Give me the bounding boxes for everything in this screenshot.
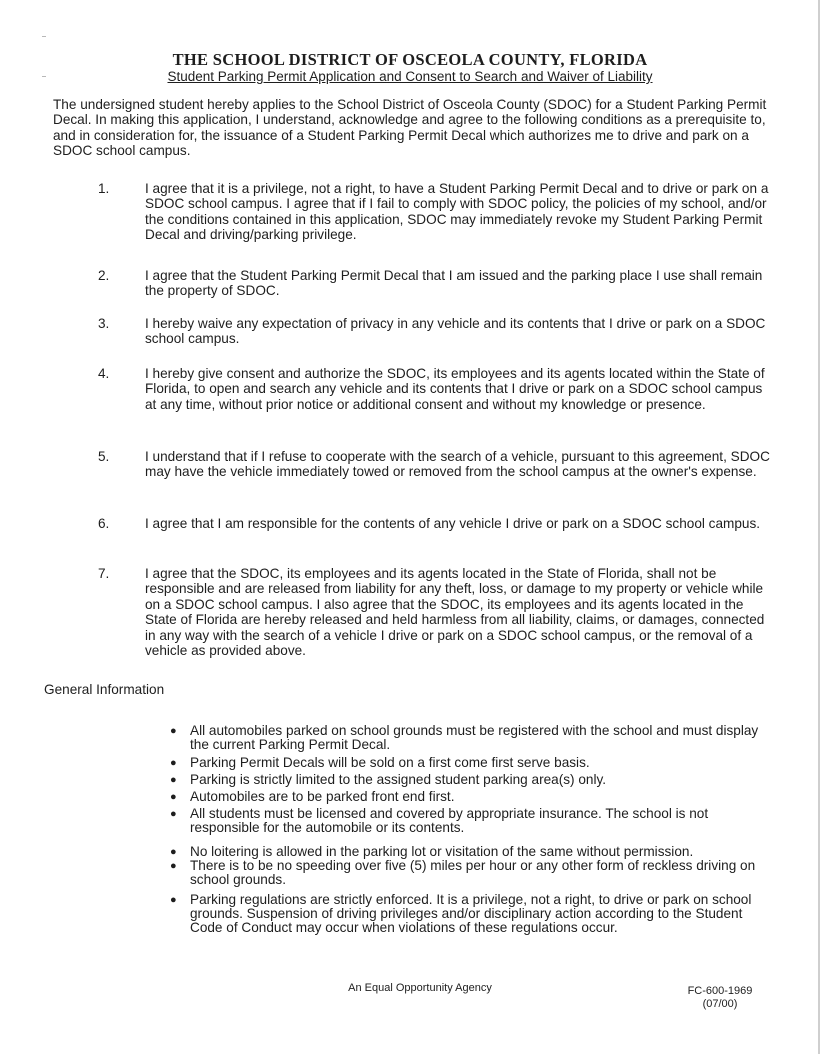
document-subtitle: Student Parking Permit Application and Consent to Search and Waiver of Liability bbox=[167, 69, 653, 84]
form-date: (07/00) bbox=[702, 998, 738, 1010]
general-information-heading: General Information bbox=[44, 682, 165, 697]
bullet-text: There is to be no speeding over five (5) miles per hour or any other form of reckless driving on school grounds. bbox=[190, 858, 756, 888]
item-text: I understand that if I refuse to cooperate with the search of a vehicle, pursuant to this agreement, SDOC may have the vehicle immediately towed or removed from the school campus at the owner's expense. bbox=[145, 449, 770, 480]
bullet-text: Parking is strictly limited to the assigned student parking area(s) only. bbox=[190, 772, 607, 787]
item-number: 2. bbox=[98, 268, 110, 283]
form-number: FC-600-1969 bbox=[687, 985, 753, 997]
scan-speck bbox=[42, 36, 46, 37]
intro-paragraph: The undersigned student hereby applies to the School District of Osceola County (SDOC) for a Student Parking Permit Decal. In making this application, I understand, acknowledge and agree to the following conditions as a prerequisite to, and in consideration for, the issuance of a Student Parking Permit Decal which authorizes me to drive and park on a SDOC school campus. bbox=[53, 97, 767, 158]
bullet-text: No loitering is allowed in the parking lot or visitation of the same without permission. bbox=[190, 844, 694, 859]
bullet-text: Parking Permit Decals will be sold on a first come first serve basis. bbox=[190, 755, 590, 770]
bullet-icon: ● bbox=[170, 757, 177, 769]
document-title: THE SCHOOL DISTRICT OF OSCEOLA COUNTY, FLORIDA bbox=[172, 50, 648, 69]
bullet-icon: ● bbox=[170, 860, 177, 872]
bullet-text: All automobiles parked on school grounds must be registered with the school and must display the current Parking Permit Decal. bbox=[190, 723, 759, 753]
bullet-icon: ● bbox=[170, 725, 177, 737]
bullet-text: Parking regulations are strictly enforced. It is a privilege, not a right, to drive or park on school grounds. Suspension of driving privileges and/or disciplinary action according to the Student Code of Conduct may occur when violations of these regulations occur. bbox=[190, 892, 752, 936]
item-number: 4. bbox=[98, 366, 110, 381]
bullet-text: Automobiles are to be parked front end first. bbox=[190, 789, 455, 804]
item-number: 3. bbox=[98, 316, 110, 331]
item-text: I agree that I am responsible for the contents of any vehicle I drive or park on a SDOC school campus. bbox=[145, 516, 761, 531]
item-text: I agree that the Student Parking Permit Decal that I am issued and the parking place I use shall remain the property of SDOC. bbox=[145, 268, 763, 299]
bullet-icon: ● bbox=[170, 846, 177, 858]
bullet-icon: ● bbox=[170, 774, 177, 786]
item-number: 7. bbox=[98, 566, 110, 581]
item-text: I agree that the SDOC, its employees and its agents located in the State of Florida, shall not be responsible and are released from liability for any theft, loss, or damage to my property or vehicle while on a SDOC school campus. I also agree that the SDOC, its employees and its agents located in the State of Florida are hereby released and held harmless from all liability, claims, or damages, connected in any way with the search of a vehicle I drive or park on a SDOC school campus, or the removal of a vehicle as provided above. bbox=[145, 566, 765, 659]
item-text: I agree that it is a privilege, not a right, to have a Student Parking Permit Decal and to drive or park on a SDOC school campus. I agree that if I fail to comply with SDOC policy, the policies of my school, and/or the conditions contained in this application, SDOC may immediately revoke my Student Parking Permit Decal and driving/parking privilege. bbox=[145, 181, 769, 243]
bullet-icon: ● bbox=[170, 894, 177, 906]
item-text: I hereby waive any expectation of privacy in any vehicle and its contents that I drive or park on a SDOC school campus. bbox=[145, 316, 766, 347]
bullet-text: All students must be licensed and covered by appropriate insurance. The school is not responsible for the automobile or its contents. bbox=[190, 806, 709, 836]
item-text: I hereby give consent and authorize the SDOC, its employees and its agents located within the State of Florida, to open and search any vehicle and its contents that I drive or park on a SDOC school campus at any time, without prior notice or additional consent and without my knowledge or presence. bbox=[145, 366, 765, 412]
bullet-icon: ● bbox=[170, 791, 177, 803]
bullet-icon: ● bbox=[170, 808, 177, 820]
footer-agency: An Equal Opportunity Agency bbox=[348, 982, 492, 994]
item-number: 1. bbox=[98, 181, 110, 196]
form-code bbox=[640, 985, 800, 1011]
item-number: 5. bbox=[98, 449, 110, 464]
item-number: 6. bbox=[98, 516, 110, 531]
